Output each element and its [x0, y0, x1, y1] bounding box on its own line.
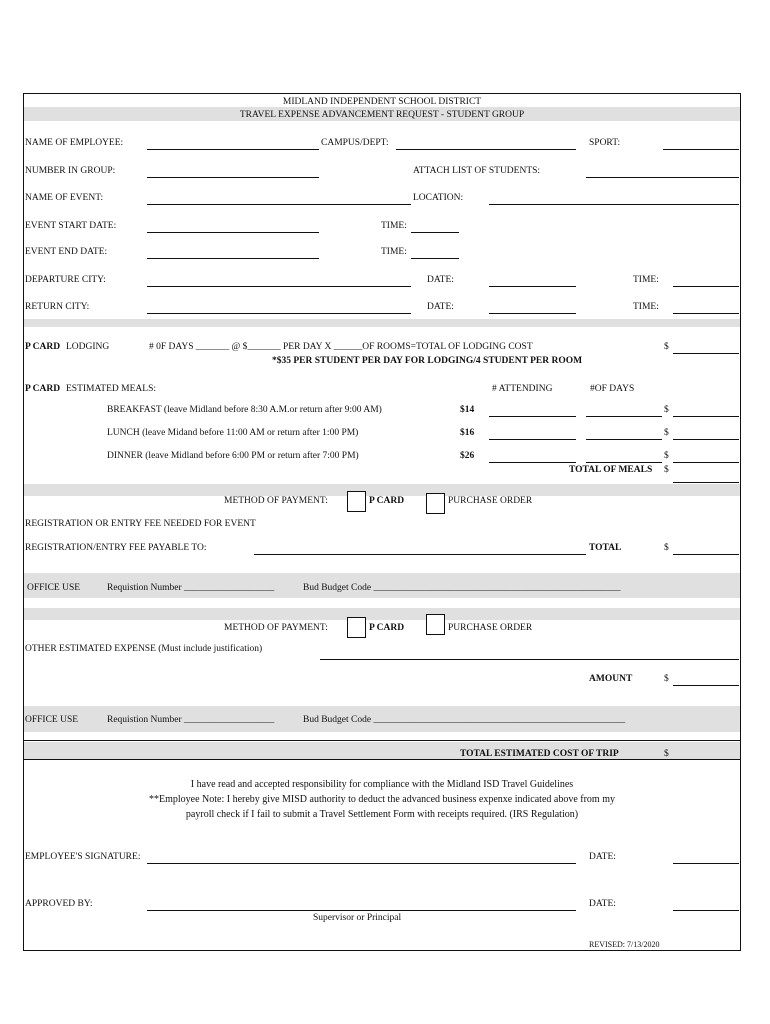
dinner-total-field[interactable] — [673, 462, 739, 463]
start-time-label: TIME: — [381, 221, 407, 231]
lodging-dollar: $ — [664, 342, 669, 352]
total-trip-label: TOTAL ESTIMATED COST OF TRIP — [460, 749, 619, 759]
number-in-group-field[interactable] — [147, 177, 319, 178]
breakfast-days-field[interactable] — [586, 416, 662, 417]
purchase-order-option-2: PURCHASE ORDER — [448, 623, 533, 633]
end-date-field[interactable] — [147, 258, 319, 259]
attending-header: # ATTENDING — [492, 384, 553, 394]
lodging-note: *$35 PER STUDENT PER DAY FOR LODGING/4 STUDENT PER ROOM — [272, 356, 583, 366]
end-date-label: EVENT END DATE: — [25, 247, 108, 257]
breakfast-rate: $14 — [460, 405, 475, 415]
amount-field[interactable] — [673, 685, 739, 686]
departure-city-field[interactable] — [147, 286, 411, 287]
breakfast-label: BREAKFAST (leave Midland before 8:30 A.M.or return after 9:00 AM) — [107, 405, 382, 415]
return-date-field[interactable] — [489, 313, 576, 314]
total-meals-label: TOTAL OF MEALS — [569, 465, 653, 475]
lodging-pcard: P CARD — [25, 342, 61, 352]
amount-dollar: $ — [664, 674, 669, 684]
purchase-order-checkbox-2[interactable] — [426, 614, 445, 635]
return-date-label: DATE: — [427, 302, 454, 312]
departure-date-label: DATE: — [427, 275, 454, 285]
dinner-days-field[interactable] — [586, 462, 662, 463]
breakfast-attending-field[interactable] — [489, 416, 576, 417]
return-city-label: RETURN CITY: — [25, 302, 90, 312]
meals-label: ESTIMATED MEALS: — [66, 384, 156, 394]
start-time-field[interactable] — [411, 232, 459, 233]
pcard-option: P CARD — [369, 496, 405, 506]
other-expense-label: OTHER ESTIMATED EXPENSE (Must include justification) — [25, 644, 263, 654]
statement-line-1: I have read and accepted responsibility for compliance with the Midland ISD Travel Guidelines — [190, 779, 574, 790]
approved-by-label: APPROVED BY: — [25, 899, 93, 909]
end-time-label: TIME: — [381, 247, 407, 257]
revised-date: REVISED: 7/13/2020 — [589, 940, 660, 949]
pcard-checkbox-2[interactable] — [347, 617, 366, 638]
number-in-group-label: NUMBER IN GROUP: — [25, 166, 116, 176]
registration-total-label: TOTAL — [589, 543, 622, 553]
budget-code-2: Bud Budget Code _____________________________________________________ — [303, 715, 626, 725]
lodging-label: LODGING — [66, 342, 110, 352]
registration-dollar: $ — [664, 543, 669, 553]
dinner-dollar: $ — [664, 451, 669, 461]
registration-needed: REGISTRATION OR ENTRY FEE NEEDED FOR EVENT — [25, 519, 256, 529]
pcard-option-2: P CARD — [369, 623, 405, 633]
supervisor-caption: Supervisor or Principal — [313, 913, 402, 923]
office-use-label: OFFICE USE — [27, 583, 81, 593]
statement-line-3: payroll check if I fail to submit a Travel Settlement Form with receipts required. (IRS Regulation) — [185, 809, 579, 820]
requisition-number-2: Requistion Number ___________________ — [107, 715, 275, 725]
meals-pcard: P CARD — [25, 384, 61, 394]
payment-method-label: METHOD OF PAYMENT: — [224, 496, 328, 506]
end-time-field[interactable] — [411, 258, 459, 259]
sport-field[interactable] — [663, 149, 739, 150]
statement-line-2: **Employee Note: I hereby give MISD authority to deduct the advanced business expenxe indicated above from my — [149, 794, 615, 805]
total-trip-dollar: $ — [664, 749, 669, 759]
departure-date-field[interactable] — [489, 286, 576, 287]
lunch-days-field[interactable] — [586, 439, 662, 440]
pcard-checkbox[interactable] — [347, 491, 366, 512]
lunch-rate: $16 — [460, 428, 475, 438]
approved-date-label: DATE: — [589, 899, 616, 909]
return-city-field[interactable] — [147, 313, 411, 314]
return-time-label: TIME: — [633, 302, 659, 312]
purchase-order-option: PURCHASE ORDER — [448, 496, 533, 506]
district-name: MIDLAND INDEPENDENT SCHOOL DISTRICT — [282, 97, 482, 107]
form-title: TRAVEL EXPENSE ADVANCEMENT REQUEST - STUDENT GROUP — [239, 110, 525, 120]
lunch-total-field[interactable] — [673, 439, 739, 440]
employee-signature-field[interactable] — [147, 863, 576, 864]
lodging-total-field[interactable] — [673, 353, 739, 354]
lunch-attending-field[interactable] — [489, 439, 576, 440]
event-name-label: NAME OF EVENT: — [25, 193, 104, 203]
return-time-field[interactable] — [673, 313, 739, 314]
budget-code: Bud Budget Code ____________________________________________________ — [303, 583, 621, 593]
departure-time-field[interactable] — [673, 286, 739, 287]
other-expense-field[interactable] — [320, 659, 739, 660]
attach-list-label: ATTACH LIST OF STUDENTS: — [413, 166, 541, 176]
attach-list-field[interactable] — [586, 177, 739, 178]
location-field[interactable] — [489, 204, 739, 205]
departure-city-label: DEPARTURE CITY: — [25, 275, 106, 285]
amount-label: AMOUNT — [589, 674, 633, 684]
registration-total-field[interactable] — [673, 554, 739, 555]
employee-signature-date-label: DATE: — [589, 852, 616, 862]
registration-payable-label: REGISTRATION/ENTRY FEE PAYABLE TO: — [25, 543, 207, 553]
dinner-rate: $26 — [460, 451, 475, 461]
days-header: #OF DAYS — [590, 384, 635, 394]
lunch-label: LUNCH (leave Midand before 11:00 AM or return after 1:00 PM) — [107, 428, 359, 438]
registration-payable-field[interactable] — [254, 554, 586, 555]
sport-label: SPORT: — [589, 138, 621, 148]
start-date-field[interactable] — [147, 232, 319, 233]
campus-label: CAMPUS/DEPT: — [321, 138, 389, 148]
departure-time-label: TIME: — [633, 275, 659, 285]
payment-method-label-2: METHOD OF PAYMENT: — [224, 623, 328, 633]
lodging-formula: # 0F DAYS _______ @ $_______ PER DAY X ______OF ROOMS=TOTAL OF LODGING COST — [149, 342, 533, 352]
lunch-dollar: $ — [664, 428, 669, 438]
purchase-order-checkbox[interactable] — [426, 493, 445, 514]
event-name-field[interactable] — [147, 204, 411, 205]
location-label: LOCATION: — [413, 193, 464, 203]
employee-label: NAME OF EMPLOYEE: — [25, 138, 124, 148]
divider — [24, 740, 740, 741]
approved-date-field[interactable] — [673, 910, 739, 911]
employee-signature-label: EMPLOYEE'S SIGNATURE: — [25, 852, 141, 862]
breakfast-total-field[interactable] — [673, 416, 739, 417]
campus-field[interactable] — [396, 149, 576, 150]
dinner-label: DINNER (leave Midland before 6:00 PM or return after 7:00 PM) — [107, 451, 359, 461]
employee-signature-date-field[interactable] — [673, 863, 739, 864]
breakfast-dollar: $ — [664, 405, 669, 415]
office-use-label-2: OFFICE USE — [25, 715, 79, 725]
total-meals-field[interactable] — [673, 482, 739, 483]
requisition-number: Requistion Number ___________________ — [107, 583, 275, 593]
dinner-attending-field[interactable] — [489, 462, 576, 463]
total-meals-dollar: $ — [664, 465, 669, 475]
approved-by-field[interactable] — [147, 910, 576, 911]
start-date-label: EVENT START DATE: — [25, 221, 117, 231]
employee-field[interactable] — [147, 149, 319, 150]
